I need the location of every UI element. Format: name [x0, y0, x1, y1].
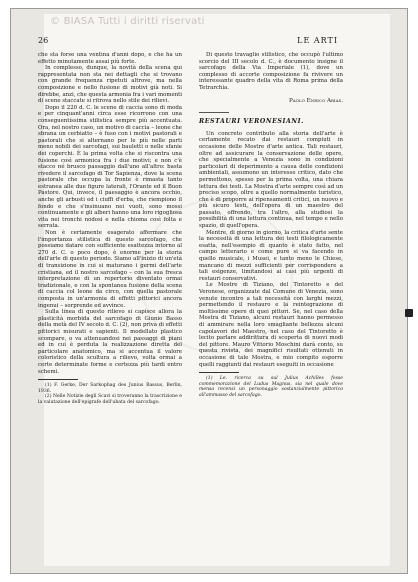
paragraph: Non è certamente esagerato affermare che l'importanza stilistica di questo sarcofago, che possiamo datare con sufficiente esattezza intorno al 270 d. C. o poco dopo, è enorme per la storia dell'arte di questo periodo. Siamo all'inizio di un'età di transizione in cui si maturano i germi dell'arte cristiana, ed il nostro sarcofago – con la sua fresca interpretazione di un repertorio diventato ormai tradizionale, e con la spontanea fusione della scena di caccia col leone da circo, con quella pastorale composta in un'armonia di effetti pittorici ancora ingenui – sorprende ed avvince.: [38, 230, 182, 309]
paragraph: Sulla linea di questo rilievo si capisce allora la plasticità morbida del sarcofago di Giunio Basso della metà del IV secolo d. C. (2), non priva di effetti pittorici misurati e sapienti. Il modellato plastico scompare, o va attenuandosi nei passaggi di piani ed in cui è perduta la realizzazione diretta del particolare anatomico, ma si accentua il valore coloristico della scultura a rilievo, volta ormai a certe determinate forme e certezza più tardi entro schemi.: [38, 309, 182, 375]
footnote-divider: [38, 379, 78, 380]
document-page: [38, 14, 390, 566]
footnote: (1) Le. ricerca su sul Julius Achilles fosse commemorazione del Ludus Magnus, sia nel quale dove mensa recensi un personaggio sostanzialmente pittorico all'ammasso del sarcofago.: [199, 376, 343, 398]
watermark: © BIASA Tutti i diritti riservati: [50, 16, 205, 27]
running-title: LE ARTI: [297, 36, 338, 45]
author-signature: Paolo Enrico Arias.: [289, 97, 343, 104]
footnote: (2) Nelle Notizie degli Scavi si troveranno la trascrizione e la valutazione dell'epigrafe dell'ubata del sarcofago.: [38, 394, 183, 405]
section-divider: [199, 112, 229, 113]
right-column: [199, 52, 343, 399]
section-title: RESTAURI VERONESIANI.: [199, 118, 304, 126]
page-number: 26: [38, 36, 49, 45]
paragraph: Un concreto contributo alla storia dell'arte è certamente recato dai restauri compiuti in occasione delle Mostre d'arte antica. Tali restauri, oltre ad assicurare la conservazione delle opere, che specialmente a Venezia sono in condizioni particolari di deperimento a causa delle condizioni ambientali, assumono un interesse critico, dato che permettono, spesso per la prima volta, una chiara lettura dei testi. La Mostra d'arte sempre così ad un preciso scopo, oltre a quello normalmente turistico, che è di proporre ai ripensamenti critici, un nuovo e più sicuro testi, dell'opera di un maestro del passato, offrendo, tra l'altro, alla studiosi la possibilità di una lettura continua, nel tempo e nello spazio, di quell'opera.: [199, 130, 343, 230]
page-header: [38, 36, 338, 50]
paragraph: che sta forse una ventina d'anni dopo, e che ha un effetto minutamente assai più forte.: [38, 52, 182, 65]
left-column: [38, 52, 182, 405]
paragraph: Mentre, di giorno in giorno, la critica d'arte sente la necessità di una lettura dei testi filologicamente esatta, nell'esempio di quanto è stato fatto, nel campo letterario e come pure si va facendo in quello musicale, i Musei, e tanto meno le Chiese, mancano di mezzi sufficienti per corrispondere a tali esigenze, limitandosi ai casi più urgenti di restauri conservativi.: [199, 229, 343, 282]
paragraph: Le Mostre di Tiziano, del Tintoretto e del Veronese, organizzate dal Comune di Venezia, sono venute incontro a tali necessità con larghi mezzi, permettendo il restauro e la reintegrazione di moltissime opere di quei pittori. Se, nel caso della Mostra di Tiziano, alcuni restauri hanno permesso di ammirare nella loro smagliante bellezza alcuni capolavori del Maestro, nel caso del Tintoretto è lecito parlare addirittura di scoperta di nuovi modi del pittore. Mauro Vittorio Moschini darà conto, su questa rivista, dei magnifici risultati ottenuti in occasione di tale Mostra, e mio compito esporre quelli raggiunti dai restauri eseguiti in occasione: [199, 282, 343, 368]
paragraph: In complesso, dunque, la novità della scena qui rappresentata non sta nei dettagli che si trovano con grande frequenza ripetuti altrove, ma nella composizione e nello fusione di motivi già noti. Si direbbe, anzi, che questa armonia fra i vari momenti di scene staccate si ritrova nello stile dei rilievi.: [38, 65, 183, 105]
footnote-divider: [199, 372, 239, 373]
page-edge-marker: [405, 309, 413, 317]
paragraph: Di questo travaglio stilistico, che occupò l'ultimo scorcio del III secolo d. C., è documento insigne il sarcofago della Via Imperiale (1), dove un complesso di accorte composizione fa rivivere un interessante quadro della vita di Roma prima della Tetrarchia.: [199, 52, 343, 91]
paragraph: Dopo il 220 d. C. le scene di caccia sono di moda e per cinquant'anni circa esse ricorrono con una conseguentissima stilistica sempre più accentuata. Ora, nel nostro caso, un motivo di caccia – leone che sbrana un cerbiatto – è fuso con i motivi pastorali e pastorali che si alternano per le più nelle parti meno nobili dei sarcofagi, sui bauletti o nelle sfanie dei coperchi. È la prima volta che si riscontra una fusione così armonica fra i due motivi; e non c'è stacco né brusco passaggio dall'uno all'altro: basta rivedere il sarcofago di Tor Sapienza, dove la scena pastorale che occupa la fronte è rimasta tanto estranea alle due figure laterali, l'Orante ed il Buon Pastore. Qui, invece, il paesaggio è ancora occhio, anche gli arbusti ed i ciuffi d'erba, che riempiono il fondo e che s'insinuano nei vuoti, sono mossi continuamente e gli alberi hanno una loro rigogliosa vita nei tronchi nodosi e nella chioma così folta e serrata.: [38, 104, 182, 230]
footnote: (1) F. Gerke, Der Sarkophag des Junius Bassus, Berlin, 1936.: [38, 383, 182, 394]
